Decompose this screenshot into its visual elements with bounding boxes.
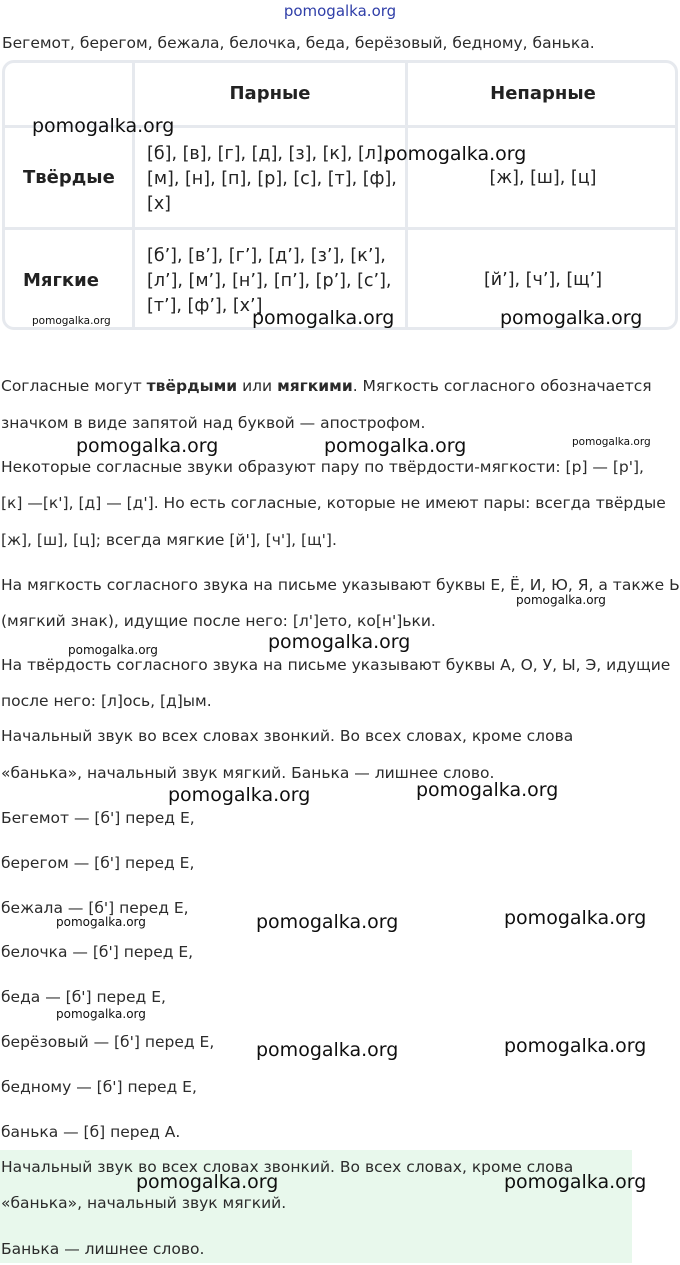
watermark: pomogalka.org bbox=[168, 784, 311, 806]
watermark: pomogalka.org bbox=[76, 435, 219, 457]
watermark: pomogalka.org bbox=[256, 911, 399, 933]
theory-line: На мягкость согласного звука на письме указывают буквы Е, Ё, И, Ю, Я, а также Ь bbox=[1, 576, 680, 594]
task-wordlist: Бегемот, берегом, бежала, белочка, беда, берёзовый, бедному, банька. bbox=[2, 34, 595, 52]
watermark: pomogalka.org bbox=[384, 143, 527, 165]
bold-term: твёрдыми bbox=[146, 377, 238, 395]
column-header-paired: Парные bbox=[229, 83, 311, 104]
watermark: pomogalka.org bbox=[32, 115, 175, 137]
theory-line: значком в виде запятой над буквой — апострофом. bbox=[1, 414, 426, 432]
analysis-item: белочка — [б'] перед Е, bbox=[1, 943, 194, 961]
hard-paired-cell: [б], [в], [г], [д], [з], [к], [л], [м], [н], [п], [р], [с], [т], [ф], [х] bbox=[147, 144, 397, 214]
watermark: pomogalka.org bbox=[504, 907, 647, 929]
watermark: pomogalka.org bbox=[504, 1035, 647, 1057]
theory-line: Некоторые согласные звуки образуют пару по твёрдости-мягкости: [р] — [р'], bbox=[1, 458, 644, 476]
theory-line: «банька», начальный звук мягкий. Банька — лишнее слово. bbox=[1, 764, 495, 782]
row-header-soft: Мягкие bbox=[23, 269, 99, 291]
answer-line: Начальный звук во всех словах звонкий. Во всех словах, кроме слова bbox=[1, 1158, 574, 1176]
watermark: pomogalka.org bbox=[252, 307, 395, 329]
theory-line: На твёрдость согласного звука на письме указывают буквы А, О, У, Ы, Э, идущие bbox=[1, 656, 671, 674]
watermark: pomogalka.org bbox=[416, 779, 559, 801]
consonants-table bbox=[2, 60, 678, 330]
watermark: pomogalka.org bbox=[516, 593, 606, 607]
column-header-unpaired: Непарные bbox=[490, 83, 596, 104]
text-run: . Мягкость согласного обозначается bbox=[352, 377, 652, 395]
soft-unpaired-cell: [й’], [ч’], [щ’] bbox=[483, 270, 603, 290]
site-header-link[interactable]: pomogalka.org bbox=[283, 2, 397, 20]
analysis-item: бедному — [б'] перед Е, bbox=[1, 1078, 197, 1096]
watermark: pomogalka.org bbox=[68, 643, 158, 657]
watermark: pomogalka.org bbox=[256, 1039, 399, 1061]
answer-line: «банька», начальный звук мягкий. bbox=[1, 1194, 287, 1212]
watermark: pomogalka.org bbox=[504, 1171, 647, 1193]
watermark: pomogalka.org bbox=[268, 631, 411, 653]
analysis-item: беда — [б'] перед Е, bbox=[1, 988, 166, 1006]
theory-paragraph bbox=[1, 376, 652, 396]
watermark: pomogalka.org bbox=[500, 307, 643, 329]
theory-line: Начальный звук во всех словах звонкий. Во всех словах, кроме слова bbox=[1, 727, 574, 745]
watermark: pomogalka.org bbox=[56, 1007, 146, 1021]
analysis-item: Бегемот — [б'] перед Е, bbox=[1, 809, 195, 827]
watermark: pomogalka.org bbox=[572, 436, 651, 448]
row-header-hard: Твёрдые bbox=[23, 167, 115, 188]
site-header bbox=[0, 0, 680, 24]
watermark: pomogalka.org bbox=[136, 1171, 279, 1193]
soft-paired-cell: [б’], [в’], [г’], [д’], [з’], [к’], [л’], [м’], [н’], [п’], [р’], [с’], [т’], [ф’], [х’] bbox=[147, 246, 392, 316]
analysis-item: банька — [б] перед А. bbox=[1, 1123, 181, 1141]
bold-term: мягкими bbox=[277, 377, 353, 395]
watermark: pomogalka.org bbox=[324, 435, 467, 457]
watermark: pomogalka.org bbox=[32, 315, 111, 327]
text-run: Согласные могут bbox=[1, 377, 147, 395]
hard-unpaired-cell: [ж], [ш], [ц] bbox=[489, 167, 597, 188]
analysis-item: бежала — [б'] перед Е, bbox=[1, 899, 189, 917]
text-run: или bbox=[237, 377, 278, 395]
analysis-item: берегом — [б'] перед Е, bbox=[1, 854, 195, 872]
theory-line: после него: [л]ось, [д]ым. bbox=[1, 692, 212, 710]
analysis-item: берёзовый — [б'] перед Е, bbox=[1, 1033, 215, 1051]
answer-line: Банька — лишнее слово. bbox=[1, 1240, 205, 1258]
theory-line: (мягкий знак), идущие после него: [л']ето, ко[н']ьки. bbox=[1, 612, 436, 630]
watermark: pomogalka.org bbox=[56, 915, 146, 929]
theory-line: [к] —[к'], [д] — [д']. Но есть согласные, которые не имеют пары: всегда твёрдые bbox=[1, 494, 666, 512]
theory-line: [ж], [ш], [ц]; всегда мягкие [й'], [ч'], [щ']. bbox=[1, 531, 337, 549]
